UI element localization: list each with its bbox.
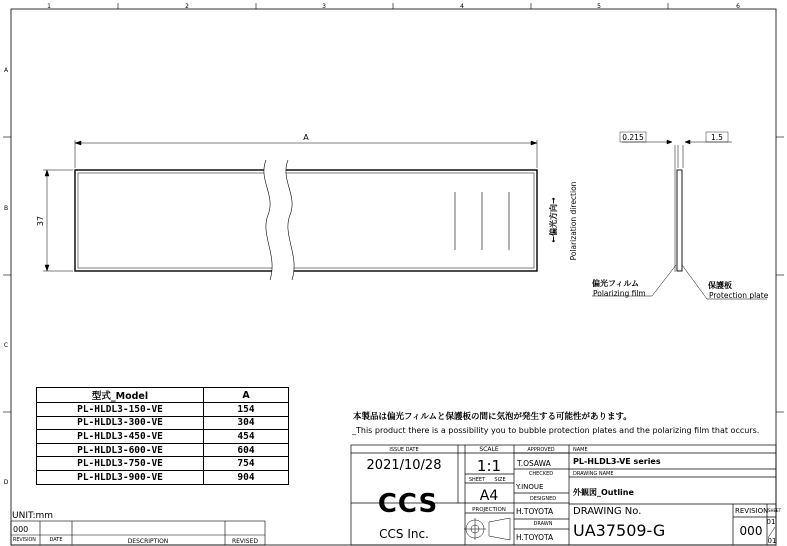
model-table: [36, 387, 289, 485]
table-row: [37, 430, 289, 444]
table-row: [37, 457, 289, 471]
table-row: [37, 416, 289, 430]
front-view: [36, 133, 578, 280]
column-label: 4: [460, 3, 464, 10]
revision-col-revised: REVISED: [231, 538, 259, 545]
a-cell: 304: [204, 416, 289, 430]
film-label-en: Polarizing film: [593, 289, 646, 298]
polarization-en: Polarization direction: [569, 181, 578, 261]
designed-label: DESIGNED: [529, 496, 557, 502]
film-label-jp: 偏光フィルム: [592, 279, 640, 288]
scale-value: 1:1: [476, 457, 502, 475]
header-model: 型式_Model: [37, 388, 204, 403]
a-cell: 904: [204, 470, 289, 484]
row-label: B: [3, 205, 9, 212]
checked-label: CHECKED: [528, 471, 554, 477]
column-ruler: [118, 3, 668, 9]
a-cell: 154: [204, 403, 289, 417]
a-cell: 754: [204, 457, 289, 471]
polarization-lines: [455, 192, 509, 250]
drawn-value: H.TOYOTA: [516, 533, 554, 542]
side-dim-left: 0.215: [622, 133, 644, 142]
projection-symbol-icon: [464, 518, 510, 540]
product-outline: [75, 170, 537, 271]
sheet-label: SHEET: [468, 477, 486, 483]
issue-date: 2021/10/28: [366, 458, 442, 473]
table-row: [37, 403, 289, 417]
company-name: CCS Inc.: [379, 527, 429, 541]
dimension-a: [75, 140, 537, 168]
drawing-no-value: UA37509-G: [573, 521, 666, 540]
row-label: D: [3, 479, 9, 486]
projection-label: PROJECTION: [472, 507, 506, 513]
a-cell: 454: [204, 430, 289, 444]
plate-label-en: Protection plate: [709, 291, 769, 300]
model-cell: PL-HLDL3-750-VE: [37, 457, 204, 471]
side-view: [592, 132, 769, 300]
drawing-name-value: 外観図_Outline: [573, 488, 634, 497]
header-a: A: [204, 388, 289, 403]
approved-value: T.OSAWA: [517, 459, 551, 468]
sheet-cell-label: SHEET: [768, 508, 782, 513]
name-value: PL-HLDL3-VE series: [573, 457, 661, 466]
scale-label: SCALE: [479, 446, 499, 453]
model-cell: PL-HLDL3-450-VE: [37, 430, 204, 444]
revision-col-description: DESCRIPTION: [127, 538, 169, 545]
side-dim-right: 1.5: [711, 133, 723, 142]
sheet-total: 01: [767, 537, 777, 545]
column-label: 2: [185, 3, 189, 10]
revision-col-revision: REVISION: [13, 538, 36, 543]
plate-label-jp: 保護板: [708, 281, 732, 290]
sheet-number: 01: [766, 518, 776, 526]
drawing-no-label: DRAWING No.: [573, 506, 642, 517]
size-value: A4: [479, 488, 499, 504]
break-gap: [264, 160, 294, 280]
column-label: 1: [47, 3, 51, 10]
note-jp: 本製品は偏光フィルムと保護板の間に気泡が発生する可能性があります。: [353, 412, 632, 422]
revision-value: 000: [739, 524, 763, 538]
company-logo: CCS: [377, 489, 439, 519]
protection-plate-section: [677, 170, 682, 271]
row-label: A: [3, 67, 9, 74]
model-cell: PL-HLDL3-150-VE: [37, 403, 204, 417]
dimension-a-label: A: [303, 133, 309, 142]
dimension-height: [43, 170, 73, 271]
table-row: [37, 443, 289, 457]
designed-value: H.TOYOTA: [516, 507, 554, 516]
size-label: SIZE: [494, 477, 506, 483]
revision-col-date: DATE: [49, 537, 63, 543]
name-label: NAME: [573, 447, 588, 453]
product-inner-outline: [78, 173, 534, 268]
row-ruler: [3, 137, 784, 412]
row-label: C: [3, 342, 9, 349]
note-en: _This product there is a possibility you to bubble protection plates and the polarizing film that occurs.: [352, 426, 760, 435]
approved-label: APPROVED: [527, 447, 555, 453]
model-table-header: [37, 388, 289, 403]
unit-label: UNIT:mm: [12, 511, 54, 521]
drawing-name-label: DRAWING NAME: [573, 471, 614, 477]
dimension-height-label: 37: [36, 215, 45, 227]
drawn-label: DRAWN: [533, 521, 553, 527]
model-cell: PL-HLDL3-300-VE: [37, 416, 204, 430]
column-label: 3: [322, 3, 326, 10]
revision-label: REVISION: [735, 507, 769, 515]
issue-date-label: ISSUE DATE: [389, 447, 419, 453]
revision-row-value: 000: [13, 525, 29, 534]
a-cell: 604: [204, 443, 289, 457]
checked-value: Y.INOUE: [516, 483, 544, 491]
column-label: 6: [736, 3, 740, 10]
table-row: [37, 470, 289, 484]
polarization-jp: ←偏光方向→: [549, 197, 558, 243]
column-label: 5: [597, 3, 601, 10]
model-cell: PL-HLDL3-900-VE: [37, 470, 204, 484]
model-cell: PL-HLDL3-600-VE: [37, 443, 204, 457]
